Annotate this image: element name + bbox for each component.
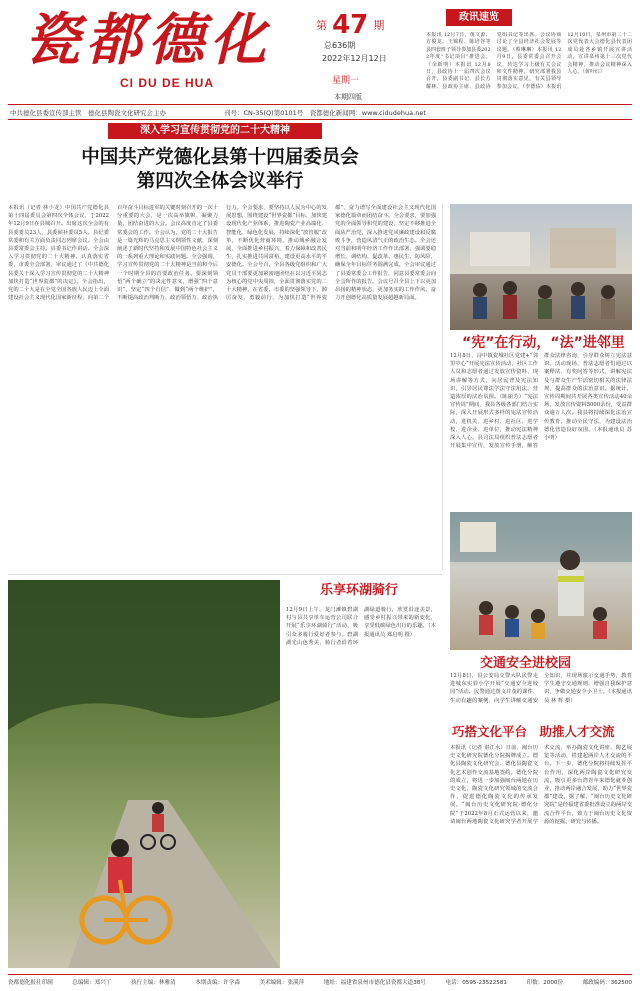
masthead-pinyin: CI DU DE HUA — [120, 76, 215, 90]
traffic-photo — [450, 512, 632, 650]
traffic-photo-scene — [450, 512, 632, 650]
footer-item: 本期责编：许学森 — [195, 980, 240, 986]
cycling-caption: 12月9日上午，龙门滩镇碧湖村与县共享单车运营公司联合开展“乐享环湖骑行”活动，吸引众多骑行爱好者参与。碧湖湖光山色秀美，骑行者沿着环湖绿道骑行，欣赏沿途美景，感受乡村振兴带来的新变化，享受低碳绿色出行的乐趣。（本报通讯员 郑启明 摄） — [286, 607, 436, 646]
traffic-caption: 12月8日，县公安局交警大队民警走进城东实验小学开展“交通安全进校园”活动。民警通过图文并茂的课件、生动有趣的案例，向学生讲解交通安全知识，并现场演示交通手势，教育学生遵守交通规则，增强自我保护意识，争做交通安全小卫士。（本报通讯员 林 辉 摄） — [450, 673, 632, 704]
main-headline-line1: 中国共产党德化县第十四届委员会 — [81, 147, 359, 168]
footer-item: 执行主编：林雅清 — [130, 980, 176, 986]
issue-date: 2022年12月12日 — [322, 54, 387, 63]
sponsor-text: 中共德化县委宣传部主管 德化县陶瓷文化研究会主办 — [10, 109, 166, 117]
cycling-photo-scene — [8, 580, 280, 968]
legal-photo — [450, 204, 632, 330]
masthead-title: 瓷都德化 — [24, 7, 272, 73]
cycling-headline: 乐享环湖骑行 — [319, 583, 398, 598]
divider-horizontal — [8, 574, 442, 575]
issue-box — [316, 10, 416, 106]
brief-header-text: 政讯速览 — [459, 12, 499, 23]
sponsor-bar — [8, 104, 632, 120]
issue-number: 47 — [332, 10, 369, 40]
footer-bar — [8, 974, 632, 988]
masthead — [8, 4, 310, 100]
footer-item: 瓷都德化报社印制 — [8, 980, 53, 986]
main-headline — [8, 146, 432, 194]
brief-box — [426, 6, 632, 102]
footer-items — [8, 975, 632, 986]
main-banner-text: 深入学习宣传贯彻党的二十大精神 — [140, 125, 290, 136]
legal-body: 12月8日，浔中镇瓷城社区党建+“邻里中心”开展宪法宣传活动，社区工作人员和志愿者通过发放宣传资料、现场讲解等方式，向居民普及宪法知识，引导居民尊法学法守法用法，营造浓厚的法治氛围。（陈丽芳）“宪法宣传周”期间，我县各级各部门结合实际，深入开展形式多样的宪法宣传活动，进机关、进乡村、进社区、进学校、进企业、进单位，推动宪法精神深入人心。县司法局组织普法志愿者开展集中宣传，发放宣传手册，解答群众法律咨询，引导群众树立宪法意识。活动现场，普法志愿者们通过以案释法、有奖问答等形式，讲解宪法及与群众生产生活密切相关的法律法规，提高群众的法治意识。据统计，宣传周期间共开展各类宣传活动40余场，发放宣传资料5000余份，受益群众逾万人次。我县将持续深化法治宣传教育，推动全民守法，为建设法治德化营造良好氛围。（本报通讯员 苏小明） — [450, 353, 632, 450]
footer-item: 美术编辑：张溪萍 — [259, 980, 305, 986]
main-body: 本报讯（记者 林小龙）中国共产党德化县第十四届委员会第四次全体会议，于2022年12月9日在县城召开。出席这次全会的有县委委员23人，县委候补委员5人。县纪委常委和有关方面负责同志列席会议。全会由县委常委会主持。县委书记作讲话。全会深入学习贯彻党的二十大精神，认真落实省委、市委全会部署，审议通过了《中共德化县委关于深入学习宣传贯彻党的二十大精神加快打造“世界瓷都”的决定》。全会指出，党的二十大是在全党全国各族人民迈上全面建设社会主义现代化国家新征程、向第二个百年奋斗目标进军的关键时刻召开的一次十分重要的大会，是一次高举旗帜、凝聚力量、团结奋进的大会。会议高度肯定了县委常委会的工作。全会认为，党的二十大报告是一篇光辉的马克思主义纲领性文献，深刻阐述了新时代坚持和发展中国特色社会主义的一系列重大理论和实践问题。全会强调，学习宣传贯彻党的二十大精神是当前和今后一个时期全县的首要政治任务。要深刻领悟“两个确立”的决定性意义，增强“四个意识”、坚定“四个自信”、做到“两个维护”，不断提高政治判断力、政治领悟力、政治执行力。全会要求，要坚持以人民为中心的发展思想，围绕建设“世界瓷都”目标，加快建设现代化产业体系，推进陶瓷产业高端化、智能化、绿色化发展，持续深化“放管服”改革，不断优化营商环境，推动城乡融合发展，全面推进乡村振兴，着力保障和改善民生，扎实推进共同富裕，建设更高水平的平安德化。全会号召，全县各级党组织和广大党员干部要更加紧密地团结在以习近平同志为核心的党中央周围，全面贯彻落实党的二十大精神，在省委、市委的坚强领导下，踔厉奋发、勇毅前行，为加快打造“世界瓷都”、奋力谱写全面建设社会主义现代化国家德化篇章而团结奋斗。全会要求，要加强党的全面领导和党的建设，坚定不移推进全面从严治党，深入推进党风廉政建设和反腐败斗争，营造风清气正的政治生态。全会还对当前和明年经济工作作出部署，强调要稳增长、调结构、促改革、惠民生、防风险，确保全年目标任务圆满完成。全会审议通过了县委常委会工作报告，同意县委常委会向全会所作的报告。会议号召全县上下以更加昂扬的精神状态、更加务实的工作作风，奋力开创德化高质量发展超越新局面。 — [8, 205, 436, 302]
main-headline-line2: 第四次全体会议举行 — [136, 171, 304, 192]
cycling-headline-box — [284, 582, 434, 600]
footer-item: 地址：福建省泉州市德化县瓷都大道38号 — [323, 980, 426, 986]
kanhao-text: 刊号：CN-35(Q)第0101号 瓷都德化新闻网：www.cidudehua.net — [224, 109, 426, 117]
footer-item: 电话：0595-23522581 — [445, 980, 507, 986]
footer-item: 印数：2000份 — [526, 980, 564, 986]
issue-label-pre: 第 — [316, 19, 327, 32]
main-banner — [108, 123, 322, 139]
legal-photo-scene — [450, 204, 632, 330]
culture-headline: 巧搭文化平台 助推人才交流 — [452, 724, 615, 739]
issue-edition: 本期四版 — [334, 93, 362, 101]
culture-body: 本报讯（记者 谌江水）日前，闽台历史文化研究院德化分院揭牌成立。德化县陶瓷文化研究会、德化县陶瓷文化艺术创作交流基地签约。德化分院的成立，将进一步加强闽台两地在历史文化、陶瓷文化研究领域的交流合作，促进德化陶瓷文化的传承发展。“闽台历史文化研究院·德化分院”于2022年8月正式运营以来，邀请闽台两地陶瓷文化研究学者开展学术交流，举办陶瓷文化讲座、陶艺展览等活动，搭建起两岸人才交流的平台。下一步，德化分院将持续发挥平台作用，深化两岸陶瓷文化研究交流，吸引更多台湾青年来德化就业创业，推动两岸融合发展，助力“世界瓷都”建设。据了解，“闽台历史文化研究院”是经福建省委批准设立的两岸交流合作平台，致力于闽台历史文化资源的挖掘、研究与传播。 — [450, 745, 632, 825]
legal-headline: “宪”在行动，“法”进邻里 — [462, 335, 625, 351]
footer-item: 总编辑：郑兴丁 — [72, 980, 112, 986]
brief-text: 本报讯 12月7日，黄文源、方俊龙、王锦程、陈培谷等县四套班子领导参加县委2022年度“书记项目”推进会。（余新明）本报讯 12月8日，县政协十一届四次会议召开，县委副书记、县长方耀林、县政协主席、县政协党组书记等出席。会议协商讨论了全县经济社会发展等议题。（蔡琳琳）本报讯 12月9日，县委常委会召开会议，传达学习上级有关会议和文件精神，研究部署我县贯彻落实意见，有关县领导参加会议。（李德佑）本报讯 12月10日，泉州市第二十二次党代表大会德化县代表团成员赴各乡镇开展宣讲活动，宣讲泉州第十三次党代会精神，推动会议精神深入人心。（黄叶红） — [426, 32, 632, 90]
issue-weekday: 星期一 — [332, 76, 360, 86]
footer-item: 邮政编码：362500 — [582, 980, 632, 986]
cycling-photo — [8, 580, 280, 968]
total-issue: 总636期 — [324, 41, 356, 50]
divider-vertical — [442, 204, 443, 570]
brief-header — [446, 9, 512, 26]
issue-label-post: 期 — [373, 19, 385, 32]
traffic-label: 交通安全进校园 — [480, 656, 572, 671]
